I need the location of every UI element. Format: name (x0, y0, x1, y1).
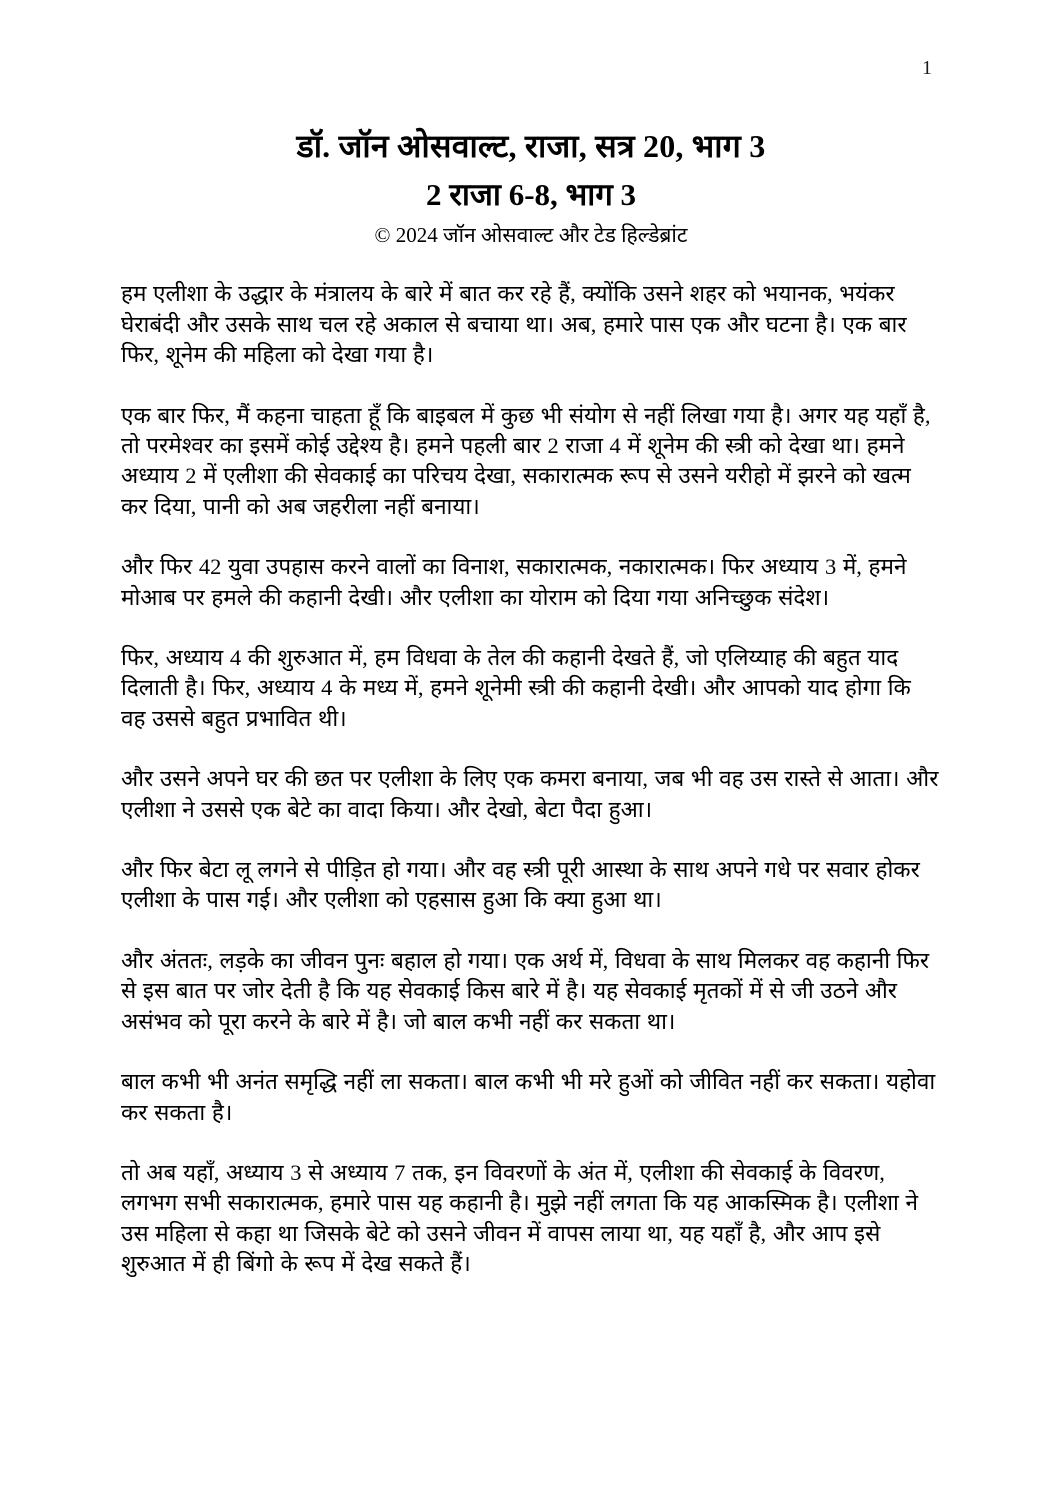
body-paragraph: और अंततः, लड़के का जीवन पुनः बहाल हो गया। एक अर्थ में, विधवा के साथ मिलकर वह कहानी फिर से इस बात पर जोर देती है कि यह सेवकाई किस बारे में है। यह सेवकाई मृतकों में से जी उठने और असंभव को पूरा करने के बारे में है। जो बाल कभी नहीं कर सकता था। (121, 947, 930, 1034)
body-paragraph: बाल कभी भी अनंत समृद्धि नहीं ला सकता। बाल कभी भी मरे हुओं को जीवित नहीं कर सकता। यहोवा कर सकता है। (121, 1069, 936, 1125)
body-paragraph: और फिर 42 युवा उपहास करने वालों का विनाश, सकारात्मक, नकारात्मक। फिर अध्याय 3 में, हमने मोआब पर हमले की कहानी देखी। और एलीशा का योराम को दिया गया अनिच्छुक संदेश। (121, 554, 907, 610)
body-paragraph: हम एलीशा के उद्धार के मंत्रालय के बारे में बात कर रहे हैं, क्योंकि उसने शहर को भयानक, भयंकर घेराबंदी और उसके साथ चल रहे अकाल से बचाया था। अब, हमारे पास एक और घटना है। एक बार फिर, शूनेम की महिला को देखा गया है। (121, 281, 907, 368)
body-paragraph: एक बार फिर, मैं कहना चाहता हूँ कि बाइबल में कुछ भी संयोग से नहीं लिखा गया है। अगर यह यहाँ है, तो परमेश्वर का इसमें कोई उद्देश्य है। हमने पहली बार 2 राजा 4 में शूनेम की स्त्री को देखा था। हमने अध्याय 2 में एलीशा की सेवकाई का परिचय देखा, सकारात्मक रूप से उसने यरीहो में झरने को खत्म कर दिया, पानी को अब जहरीला नहीं बनाया। (121, 402, 931, 519)
document-title: डॉ. जॉन ओसवाल्ट, राजा, सत्र 20, भाग 3 (296, 128, 766, 164)
body-paragraph: और उसने अपने घर की छत पर एलीशा के लिए एक कमरा बनाया, जब भी वह उस रास्ते से आता। और एलीशा ने उससे एक बेटे का वादा किया। और देखो, बेटा पैदा हुआ। (121, 766, 939, 822)
document-content (121, 122, 941, 1280)
copyright-line: © 2024 जॉन ओसवाल्ट और टेड हिल्डेब्रांट (374, 223, 688, 248)
document-subtitle: 2 राजा 6-8, भाग 3 (425, 176, 637, 212)
body-paragraph: तो अब यहाँ, अध्याय 3 से अध्याय 7 तक, इन विवरणों के अंत में, एलीशा की सेवकाई के विवरण, लगभग सभी सकारात्मक, हमारे पास यह कहानी है। मुझे नहीं लगता कि यह आकस्मिक है। एलीशा ने उस महिला से कहा था जिसके बेटे को उसने जीवन में वापस लाया था, यह यहाँ है, और आप इसे शुरुआत में ही बिंगो के रूप में देख सकते हैं। (121, 1159, 918, 1277)
page-number: 1 (922, 57, 932, 79)
body-text (121, 279, 941, 1279)
body-paragraph: और फिर बेटा लू लगने से पीड़ित हो गया। और वह स्त्री पूरी आस्था के साथ अपने गधे पर सवार होकर एलीशा के पास गई। और एलीशा को एहसास हुआ कि क्या हुआ था। (121, 857, 920, 913)
body-paragraph: फिर, अध्याय 4 की शुरुआत में, हम विधवा के तेल की कहानी देखते हैं, जो एलिय्याह की बहुत याद दिलाती है। फिर, अध्याय 4 के मध्य में, हमने शूनेमी स्त्री की कहानी देखी। और आपको याद होगा कि वह उससे बहुत प्रभावित थी। (121, 645, 911, 731)
